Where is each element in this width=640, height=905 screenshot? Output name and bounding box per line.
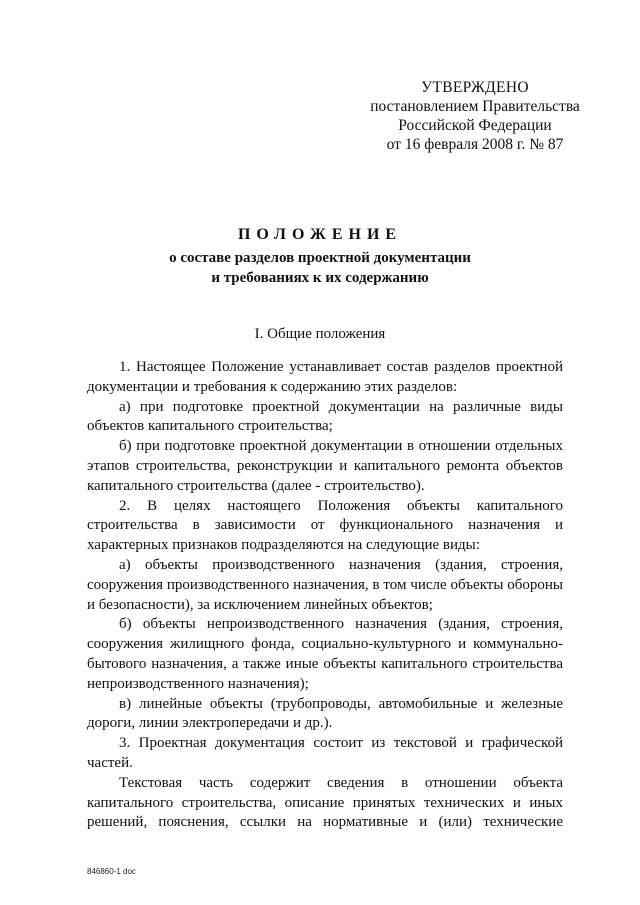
paragraph: 1. Настоящее Положение устанавливает состав разделов проектной документации и требования к содержанию этих разделов: — [87, 359, 563, 395]
paragraph: б) объекты непроизводственного назначения (здания, строения, сооружения жилищного фонда, социально-культурного и коммунально-бытового назначения, а также иные объекты капитального строительства непроизводственного назначения); — [87, 616, 563, 692]
approval-block — [345, 78, 605, 154]
document-subtitle: о составе разделов проектной документации — [169, 250, 471, 266]
paragraph: в) линейные объекты (трубопроводы, автомобильные и железные дороги, линии электропередачи и др.). — [87, 695, 563, 732]
paragraph: Текстовая часть содержит сведения в отношении объекта капитального строительства, описание принятых технических и иных решений, пояснения, ссылки на нормативные и (или) технические — [87, 774, 563, 831]
paragraph: а) при подготовке проектной документации на различные виды объектов капитального строительства; — [87, 398, 563, 435]
approval-line: постановлением Правительства — [370, 98, 580, 115]
approval-title: УТВЕРЖДЕНО — [421, 79, 529, 96]
document-title: ПОЛОЖЕНИЕ — [237, 226, 403, 243]
paragraph: а) объекты производственного назначения (здания, строения, сооружения производственного назначения, в том числе объекты обороны и безопасности), за исключением линейных объектов; — [87, 556, 563, 613]
paragraph: 3. Проектная документация состоит из текстовой и графической частей. — [87, 735, 563, 771]
approval-line: Российской Федерации — [398, 117, 552, 134]
paragraph: б) при подготовке проектной документации в отношении отдельных этапов строительства, реконструкции и капитального ремонта объектов капитального строительства (далее - строительство). — [87, 438, 563, 494]
section-heading: I. Общие положения — [254, 326, 386, 342]
paragraph: 2. В целях настоящего Положения объекты капитального строительства в зависимости от функционального назначения и характерных признаков подразделяются на следующие виды: — [87, 497, 563, 554]
approval-line: от 16 февраля 2008 г. № 87 — [386, 136, 564, 153]
file-reference: 846860-1 doc — [87, 867, 136, 876]
document-subtitle: и требованиях к их содержанию — [211, 270, 429, 286]
document-body — [87, 358, 563, 833]
